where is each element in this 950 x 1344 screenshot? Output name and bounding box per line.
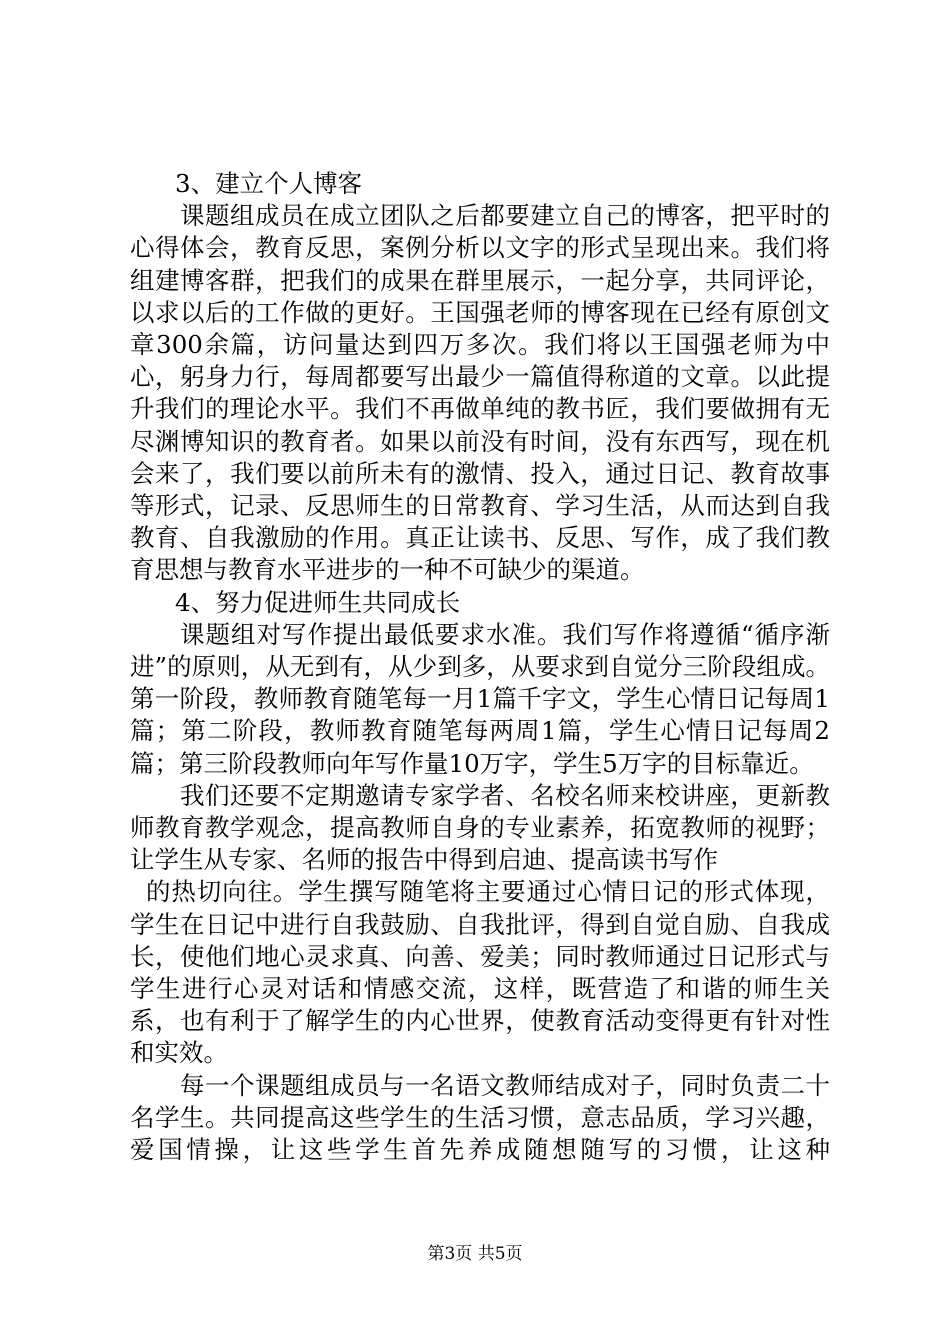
document-body [130,168,830,1166]
paragraph-writing-requirements: 课题组对写作提出最低要求水准。我们写作将遵循“循序渐进”的原则，从无到有，从少到多，从要求到自觉分三阶段组成。第一阶段，教师教育随笔每一月1篇千字文，学生心情日记每周1篇；第二阶段，教师教育随笔每两周1篇，学生心情日记每周2篇；第三阶段教师向年写作量10万字，学生5万字的目标靠近。 [130,619,830,778]
paragraph-pairing: 每一个课题组成员与一名语文教师结成对子，同时负责二十名学生。共同提高这些学生的生活习惯，意志品质，学习兴趣，爱国情操，让这些学生首先养成随想随写的习惯，让这种 [130,1070,830,1165]
paragraph-expert-lectures: 我们还要不定期邀请专家学者、名校名师来校讲座，更新教师教育教学观念，提高教师自身的专业素养，拓宽教师的视野；让学生从专家、名师的报告中得到启迪、提高读书写作 [130,780,830,875]
page-footer: 第3页 共5页 [427,1244,523,1264]
paragraph-diary: 的热切向往。学生撰写随笔将主要通过心情日记的形式体现，学生在日记中进行自我鼓励、自我批评，得到自觉自励、自我成长，使他们地心灵求真、向善、爱美；同时教师通过日记形式与学生进行心灵对话和情感交流，这样，既营造了和谐的师生关系，也有利于了解学生的内心世界，使教育活动变得更有针对性和实效。 [130,877,830,1068]
paragraph-blog: 课题组成员在成立团队之后都要建立自己的博客，把平时的心得体会，教育反思，案例分析以文字的形式呈现出来。我们将组建博客群，把我们的成果在群里展示，一起分享，共同评论，以求以后的工作做的更好。王国强老师的博客现在已经有原创文章300余篇，访问量达到四万多次。我们将以王国强老师为中心，躬身力行，每周都要写出最少一篇值得称道的文章。以此提升我们的理论水平。我们不再做单纯的教书匠，我们要做拥有无尽渊博知识的教育者。如果以前没有时间，没有东西写，现在机会来了，我们要以前所未有的激情、投入，通过日记、教育故事等形式，记录、反思师生的日常教育、学习生活，从而达到自我教育、自我激励的作用。真正让读书、反思、写作，成了我们教育思想与教育水平进步的一种不可缺少的渠道。 [130,201,830,585]
section-heading-3: 3、建立个人博客 [175,169,363,198]
section-heading-4: 4、努力促进师生共同成长 [175,587,461,617]
